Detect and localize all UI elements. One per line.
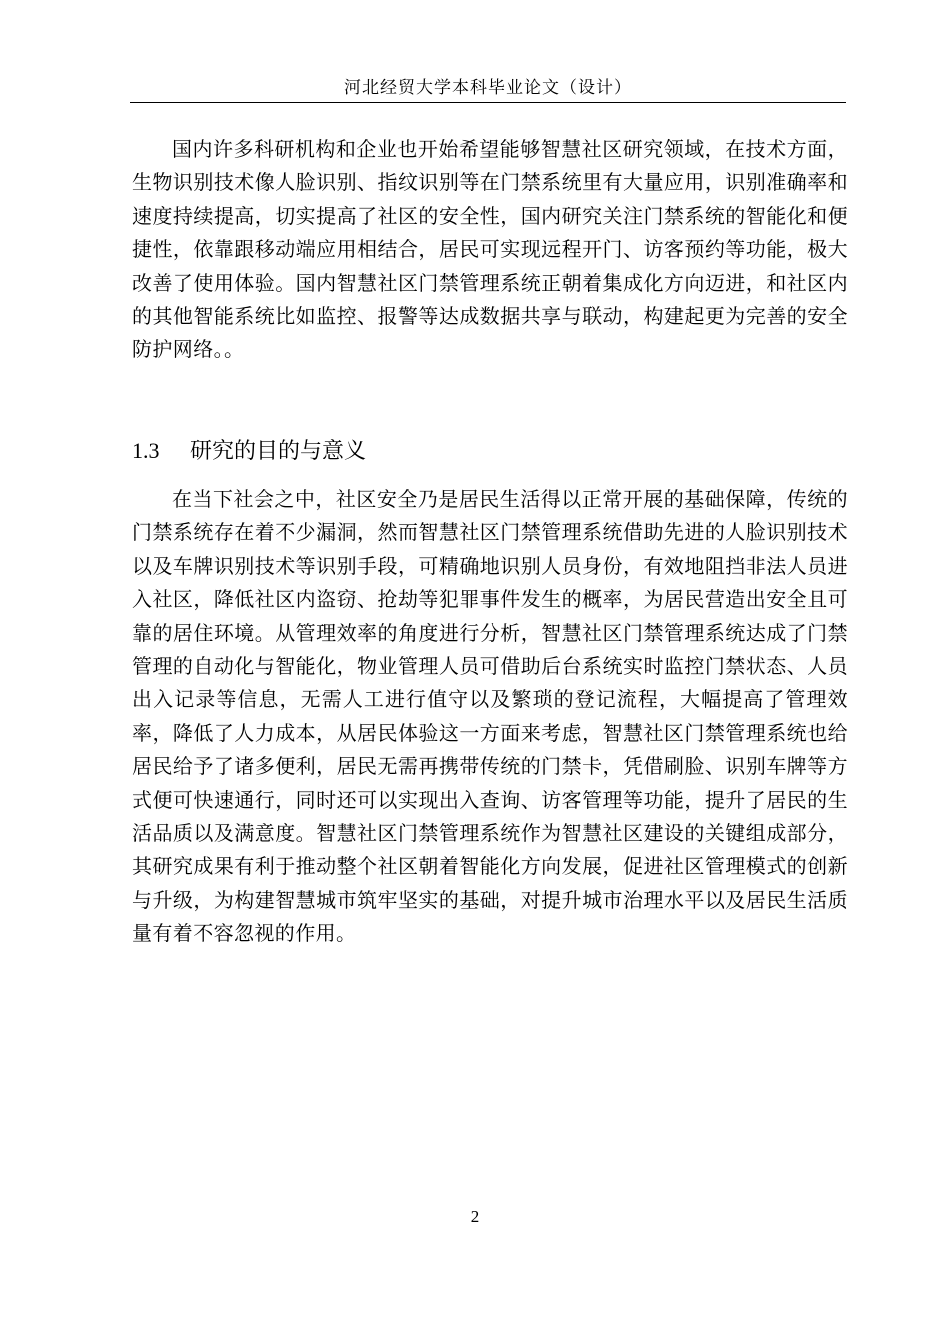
header-rule [130, 102, 846, 103]
section-heading [132, 433, 366, 470]
body-paragraph-2: 在当下社会之中，社区安全乃是居民生活得以正常开展的基础保障，传统的门禁系统存在着不少漏洞，然而智慧社区门禁管理系统借助先进的人脸识别技术以及车牌识别技术等识别手段，可精确地识别人员身份，有效地阻挡非法人员进入社区，降低社区内盗窃、抢劫等犯罪事件发生的概率，为居民营造出安全且可靠的居住环境。从管理效率的角度进行分析，智慧社区门禁管理系统达成了门禁管理的自动化与智能化，物业管理人员可借助后台系统实时监控门禁状态、人员出入记录等信息，无需人工进行值守以及繁琐的登记流程，大幅提高了管理效率，降低了人力成本，从居民体验这一方面来考虑，智慧社区门禁管理系统也给居民给予了诸多便利，居民无需再携带传统的门禁卡，凭借刷脸、识别车牌等方式便可快速通行，同时还可以实现出入查询、访客管理等功能，提升了居民的生活品质以及满意度。智慧社区门禁管理系统作为智慧社区建设的关键组成部分，其研究成果有利于推动整个社区朝着智能化方向发展，促进社区管理模式的创新与升级，为构建智慧城市筑牢坚实的基础，对提升城市治理水平以及居民生活质量有着不容忽视的作用。 [132, 487, 848, 946]
body-paragraph-1: 国内许多科研机构和企业也开始希望能够智慧社区研究领域，在技术方面，生物识别技术像人脸识别、指纹识别等在门禁系统里有大量应用，识别准确率和速度持续提高，切实提高了社区的安全性，国内研究关注门禁系统的智能化和便捷性，依靠跟移动端应用相结合，居民可实现远程开门、访客预约等功能，极大改善了使用体验。国内智慧社区门禁管理系统正朝着集成化方向迈进，和社区内的其他智能系统比如监控、报警等达成数据共享与联动，构建起更为完善的安全防护网络。。 [132, 137, 848, 362]
section-number: 1.3 [132, 438, 160, 463]
section-title: 研究的目的与意义 [190, 439, 367, 464]
page-number: 2 [470, 1207, 480, 1226]
running-header: 河北经贸大学本科毕业论文（设计） [344, 78, 632, 98]
